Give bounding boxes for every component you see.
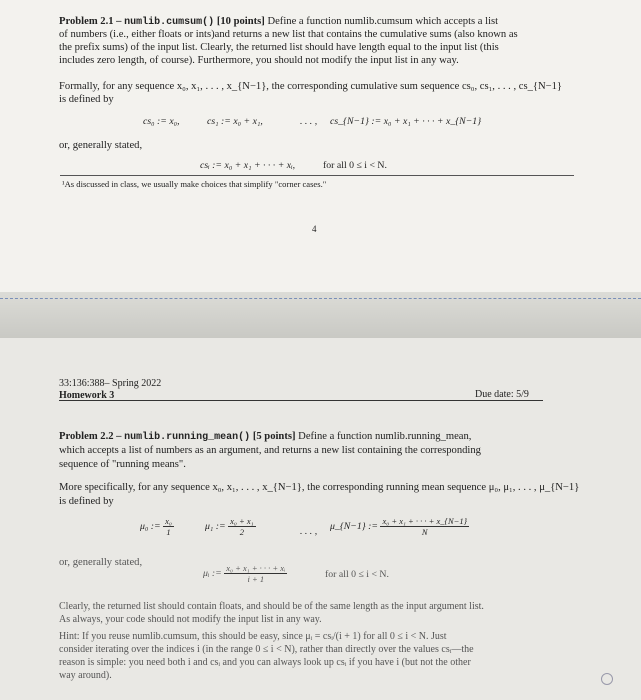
eq-csi-condition: for all 0 ≤ i < N. xyxy=(323,160,387,171)
hint-line3: reason is simple: you need both i and csᵢ and you can always look up csᵢ if you have i (but not the other xyxy=(59,657,471,668)
eq-mui-num: x₀ + x₁ + · · · + xᵢ xyxy=(226,563,286,573)
eq-mu1-num: x₀ + x₁ xyxy=(230,516,254,526)
footnote-rule xyxy=(60,175,574,176)
generally2-text: or, generally stated, xyxy=(59,557,143,568)
eq-muN-num: x₀ + x₁ + · · · + x_{N−1} xyxy=(382,516,467,526)
clearly-line1: Clearly, the returned list should contain floats, and should be of the same length as the input argument list. xyxy=(59,601,484,612)
eq-muN-frac xyxy=(380,516,469,537)
problem2-line2: which accepts a list of numbers as an argument, and returns a new list containing the corresponding xyxy=(59,445,481,456)
problem2-heading: Problem 2.2 – xyxy=(59,431,122,442)
problem2-line1 xyxy=(59,430,589,444)
eq-mu0 xyxy=(140,516,174,537)
eq-muN-lhs: μ_{N−1} := xyxy=(330,520,379,532)
eq-mu0-num: x₀ xyxy=(165,516,172,526)
problem1-line2: of numbers (i.e., either floats or ints)and returns a new list that contains the cumulative sums (also known as xyxy=(59,29,518,40)
eq-mui xyxy=(203,563,287,584)
eq-cs1: cs₁ := x₀ + x₁, xyxy=(207,116,263,127)
homework-title: Homework 3 xyxy=(59,390,115,401)
eq-mu1-frac xyxy=(228,516,255,537)
course-title: 33:136:388– Spring 2022 xyxy=(59,378,162,389)
eq-mu1-den: 2 xyxy=(239,527,244,537)
eq-mui-frac xyxy=(224,563,287,584)
eq-mui-lhs: μᵢ := xyxy=(203,567,222,579)
problem2-func: numlib.running_mean() xyxy=(124,432,251,443)
eq-dots: . . . , xyxy=(300,116,318,127)
more-line2: is defined by xyxy=(59,496,114,507)
eq-mu-dots: . . . , xyxy=(300,526,318,537)
eq-muN xyxy=(330,516,469,537)
header-rule xyxy=(59,400,543,401)
eq-mu1-lhs: μ₁ := xyxy=(205,520,226,532)
problem1-line4: includes zero length, of course). Furthermore, you should not modify the input list in any way. xyxy=(59,55,459,66)
eq-csN: cs_{N−1} := x₀ + x₁ + · · · + x_{N−1} xyxy=(330,116,482,127)
eq-cs0: cs₀ := x₀, xyxy=(143,116,180,127)
problem2-line3: sequence of "running means". xyxy=(59,459,186,470)
problem2-line1-text: Define a function numlib.running_mean, xyxy=(298,431,472,442)
eq-mu1 xyxy=(205,516,256,537)
eq-muN-den: N xyxy=(421,527,428,537)
eq-mui-condition: for all 0 ≤ i < N. xyxy=(325,569,389,580)
eq-mu0-den: 1 xyxy=(166,527,171,537)
problem1-heading: Problem 2.1 – xyxy=(59,16,122,27)
problem1-line3: the prefix sums) of the input list. Clearly, the returned list should have length equal to the input list (this xyxy=(59,42,499,53)
problem2-points: [5 points] xyxy=(252,431,296,442)
circle-icon xyxy=(601,673,613,685)
footnote: ¹As discussed in class, we usually make choices that simplify "corner cases." xyxy=(62,179,327,189)
problem1-line1-text: Define a function numlib.cumsum which accepts a list xyxy=(267,16,499,27)
problem1-line1 xyxy=(59,15,579,29)
page-number: 4 xyxy=(312,224,317,234)
problem1-func: numlib.cumsum() xyxy=(124,17,215,28)
clearly-line2: As always, your code should not modify the input list in any way. xyxy=(59,614,322,625)
formally-line2: is defined by xyxy=(59,94,114,105)
more-line1: More specifically, for any sequence x₀, x₁, . . . , x_{N−1}, the corresponding running mean sequence μ₀, μ₁, . . . , μ_{N−1} xyxy=(59,482,580,493)
eq-mui-den: i + 1 xyxy=(247,574,265,584)
formally-line1: Formally, for any sequence x₀, x₁, . . . , x_{N−1}, the corresponding cumulative sum sequence cs₀, cs₁, . . . , cs_{N−1} xyxy=(59,81,562,92)
generally-text: or, generally stated, xyxy=(59,140,143,151)
due-date: Due date: 5/9 xyxy=(475,389,529,400)
eq-csi: csᵢ := x₀ + x₁ + · · · + xᵢ, xyxy=(200,160,296,171)
problem1-points: [10 points] xyxy=(216,16,265,27)
hint-line2: consider iterating over the indices i (in the range 0 ≤ i < N), rather than directly over the values csᵢ—the xyxy=(59,644,474,655)
hint-line1: Hint: If you reuse numlib.cumsum, this should be easy, since μᵢ = csᵢ/(i + 1) for all 0 ≤ i < N. Just xyxy=(59,631,447,642)
page-top xyxy=(0,0,641,292)
eq-mu0-lhs: μ₀ := xyxy=(140,520,161,532)
eq-mu0-frac xyxy=(163,516,174,537)
hint-line4: way around). xyxy=(59,670,112,681)
page-separator xyxy=(0,298,641,299)
